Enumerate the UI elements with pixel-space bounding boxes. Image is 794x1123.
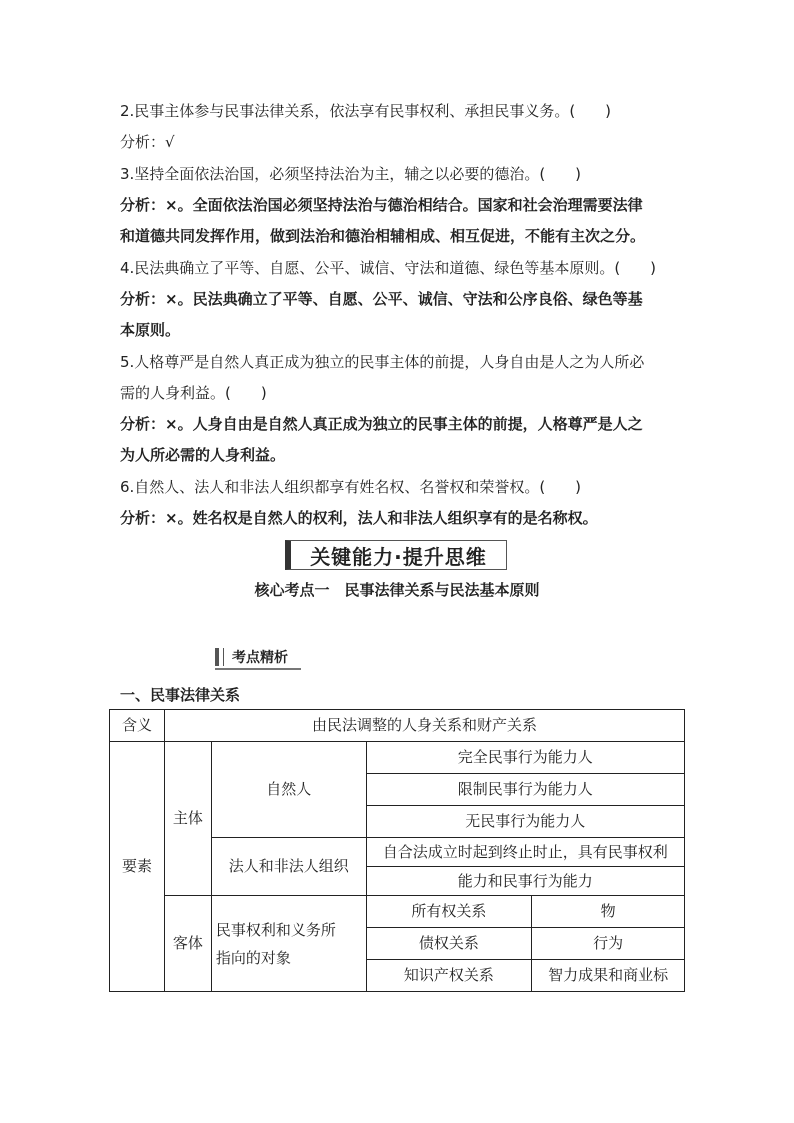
table-row [110,710,685,742]
subject-label: 主体 [164,742,211,896]
elements-label: 要素 [110,742,165,992]
question-5-line-1: 5.人格尊严是自然人真正成为独立的民事主体的前提，人身自由是人之为人所必 [120,353,645,371]
legal-person-desc-1: 自合法成立时起到终止时止，具有民事权利 [366,838,684,867]
capacity-none: 无民事行为能力人 [366,806,684,838]
analysis-4-line-1: 分析：×。民法典确立了平等、自愿、公平、诚信、守法和公序良俗、绿色等基 [120,290,643,308]
relation-creditor: 债权关系 [366,928,532,960]
section-banner [285,540,507,570]
meaning-value: 由民法调整的人身关系和财产关系 [164,710,684,742]
analysis-6: 分析：×。姓名权是自然人的权利，法人和非法人组织享有的是名称权。 [120,509,598,527]
question-3: 3.坚持全面依法治国，必须坚持法治为主，辅之以必要的德治。( ) [120,165,582,183]
analysis-3-line-1: 分析：×。全面依法治国必须坚持法治与德治相结合。国家和社会治理需要法律 [120,196,643,214]
badge-bar-icon [215,648,219,666]
object-ip: 智力成果和商业标 [532,960,685,992]
capacity-full: 完全民事行为能力人 [366,742,684,774]
meaning-label: 含义 [110,710,165,742]
analysis-5-line-2: 为人所必需的人身利益。 [120,446,286,464]
analysis-4-line-2: 本原则。 [120,321,181,339]
object-act: 行为 [532,928,685,960]
natural-person: 自然人 [211,742,366,838]
badge-thin-bar-icon [223,648,224,666]
badge [215,646,301,670]
legal-person: 法人和非法人组织 [211,838,366,896]
analysis-2: 分析：√ [120,133,175,151]
legal-person-desc-2: 能力和民事行为能力 [366,867,684,896]
relation-ownership: 所有权关系 [366,896,532,928]
object-desc-line-1: 民事权利和义务所 [215,920,336,939]
badge-label: 考点精析 [232,650,288,666]
capacity-limited: 限制民事行为能力人 [366,774,684,806]
heading: 一、民事法律关系 [120,686,241,704]
question-5-line-2: 需的人身利益。( ) [120,384,267,402]
relations-table [109,709,685,992]
question-6: 6.自然人、法人和非法人组织都享有姓名权、名誉权和荣誉权。( ) [120,478,582,496]
question-4: 4.民法典确立了平等、自愿、公平、诚信、守法和道德、绿色等基本原则。( ) [120,259,657,277]
object-label: 客体 [164,896,211,992]
object-desc-line-2: 指向的对象 [215,948,291,967]
object-thing: 物 [532,896,685,928]
section-title: 关键能力·提升思维 [310,544,487,569]
question-2: 2.民事主体参与民事法律关系，依法享有民事权利、承担民事义务。( ) [120,102,612,120]
table-row [110,896,685,928]
table-row [110,742,685,774]
subtitle: 核心考点一 民事法律关系与民法基本原则 [254,581,540,599]
analysis-5-line-1: 分析：×。人身自由是自然人真正成为独立的民事主体的前提，人格尊严是人之 [120,415,643,433]
analysis-3-line-2: 和道德共同发挥作用，做到法治和德治相辅相成、相互促进，不能有主次之分。 [120,227,646,245]
object-desc [211,896,366,992]
relation-ip: 知识产权关系 [366,960,532,992]
